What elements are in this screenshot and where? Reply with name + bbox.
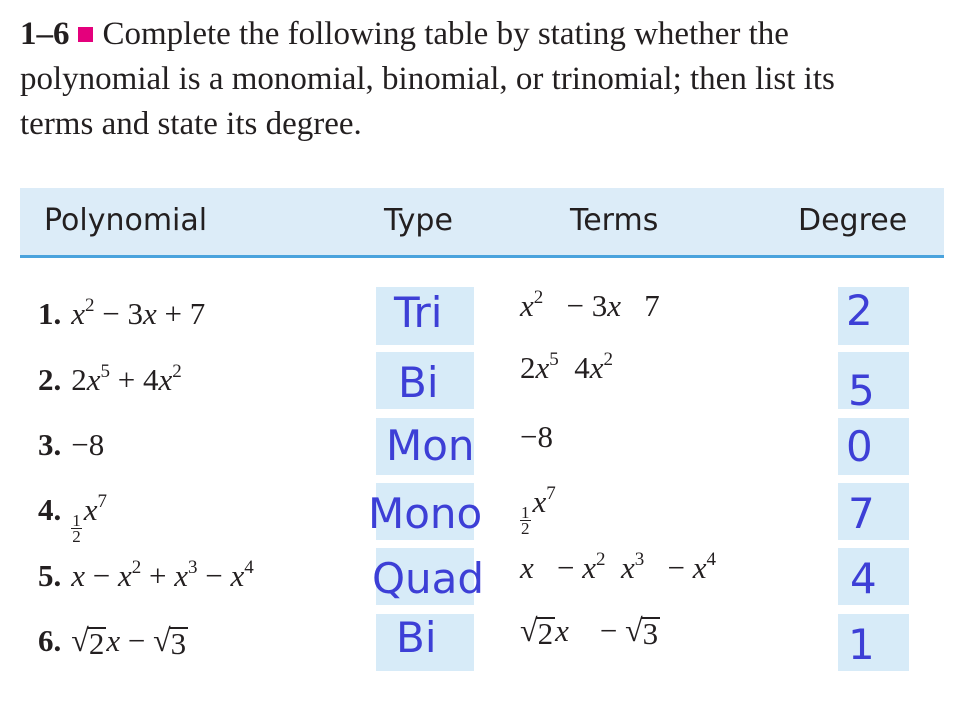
header-type: Type [384, 203, 453, 238]
terms-row-4: $\frac{1}{2}$ $x^7$ [521, 483, 556, 538]
type-answer-1: Tri [394, 288, 443, 337]
degree-answer-1: 2 [846, 286, 873, 335]
degree-answer-5: 4 [850, 554, 877, 603]
terms-row-2: $2x^5$ $4x^2$ [520, 349, 614, 385]
type-answer-4: Mono [368, 489, 483, 538]
degree-answer-6: 1 [848, 620, 875, 669]
polynomial-row-1: 1. $x^2 - 3x + 7$ [38, 295, 206, 331]
degree-answer-3: 0 [846, 422, 873, 471]
instructions-line-2: polynomial is a monomial, binomial, or trinomial; then list its [20, 61, 835, 97]
type-answer-5: Quad [372, 554, 485, 603]
instructions-line-3: terms and state its degree. [20, 106, 362, 142]
header-polynomial: Polynomial [44, 203, 208, 238]
type-answer-2: Bi [398, 358, 439, 407]
terms-row-3: −8 [520, 419, 553, 454]
header-terms: Terms [570, 203, 659, 238]
table-header [20, 188, 944, 258]
terms-row-5: x − $x^2$ $x^3$ − $x^4$ [520, 549, 717, 585]
polynomial-row-4: 4. $\frac{1}{2}$ $x^7$ [38, 491, 108, 546]
magenta-square-icon [78, 27, 93, 42]
degree-answer-2: 5 [848, 366, 875, 415]
polynomial-row-2: 2. $2x^5 + 4x^2$ [38, 361, 182, 397]
terms-row-6: √ 2 x − √ 3 [520, 612, 659, 651]
polynomial-row-6: 6. √ 2 x − √ 3 [38, 622, 187, 661]
polynomial-row-3: 3. −8 [38, 427, 105, 462]
instructions-line-1: Complete the following table by stating whether the [102, 16, 789, 52]
degree-answer-4: 7 [848, 489, 875, 538]
header-degree: Degree [798, 203, 908, 238]
type-answer-3: Mon [386, 421, 475, 470]
instructions [20, 12, 950, 147]
type-answer-6: Bi [396, 613, 437, 662]
terms-row-1: $x^2$ − 3x 7 [520, 287, 660, 323]
exercise-range: 1–6 [20, 16, 70, 52]
polynomial-row-5: 5. $x - x^2 + x^3 - x^4$ [38, 557, 254, 593]
